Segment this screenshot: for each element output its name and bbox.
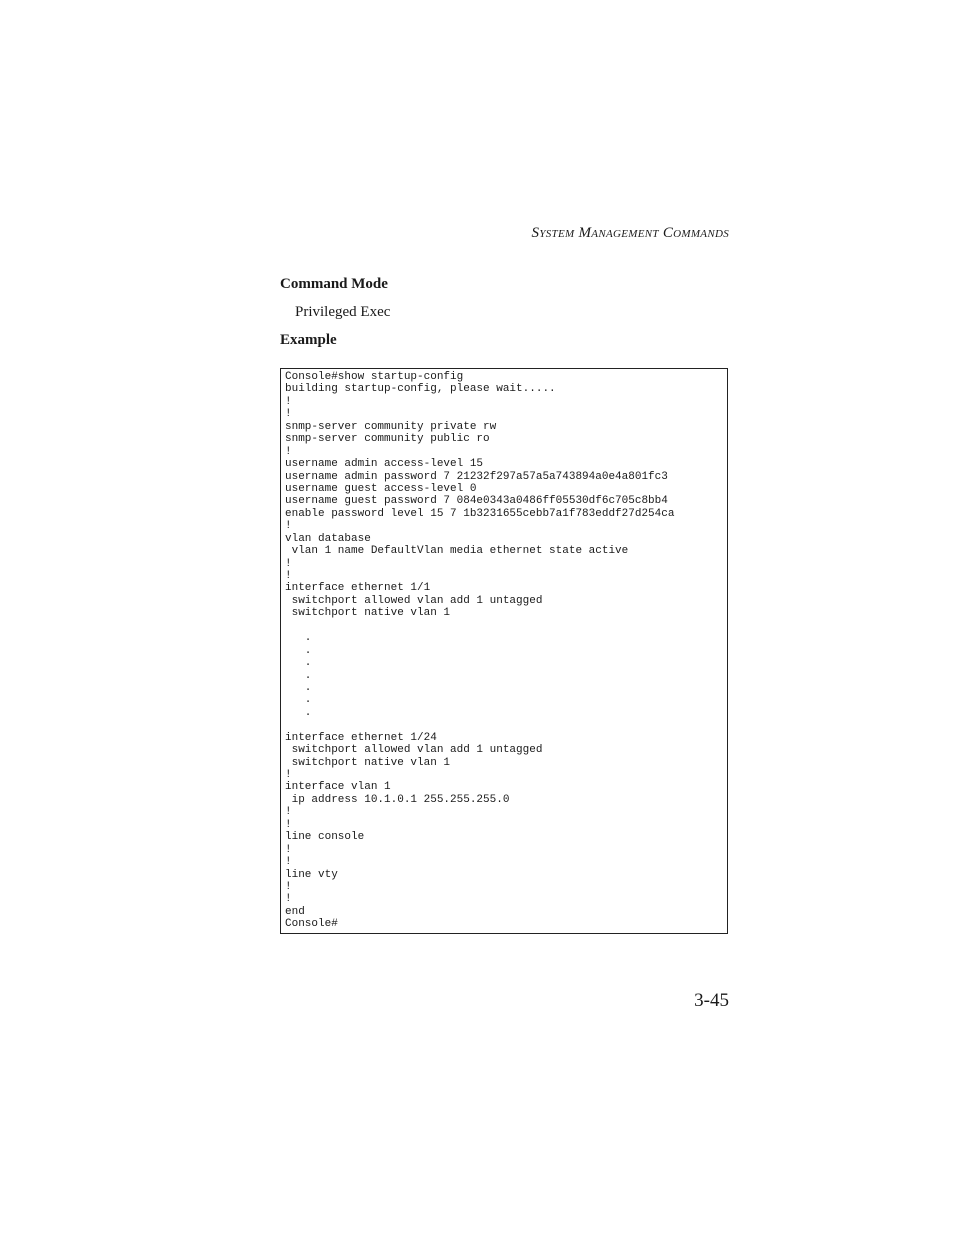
code-line: ! [285, 806, 292, 819]
code-line: switchport native vlan 1 [285, 607, 451, 620]
code-line: line console [285, 831, 365, 844]
code-line: . [285, 657, 312, 670]
code-line: ! [285, 570, 292, 582]
code-line: ! [285, 445, 292, 458]
code-line: Console#show startup-config [285, 371, 464, 383]
code-line: . [285, 669, 312, 682]
code-line: username admin access-level 15 [285, 458, 484, 471]
code-line: switchport allowed vlan add 1 untagged [285, 594, 543, 607]
code-line: end [285, 905, 305, 918]
code-line: username guest password 7 084e0343a0486ff05530df6c705c8bb4 [285, 495, 668, 508]
command-mode-value: Privileged Exec [295, 304, 391, 320]
code-line: . [285, 706, 312, 719]
code-line: . [285, 644, 312, 657]
code-line: vlan 1 name DefaultVlan media ethernet state active [285, 545, 629, 558]
code-line: enable password level 15 7 1b3231655cebb7a1f783eddf27d254ca [285, 507, 675, 520]
code-example-box [280, 368, 728, 934]
code-line: vlan database [285, 532, 371, 545]
code-line: ! [285, 520, 292, 533]
code-line: ! [285, 818, 292, 831]
code-line: snmp-server community public ro [285, 433, 490, 446]
code-line: ! [285, 408, 292, 421]
code-line: interface vlan 1 [285, 781, 391, 794]
code-line: line vty [285, 868, 338, 881]
code-line: . [285, 694, 312, 707]
code-line: ! [285, 880, 292, 893]
code-line: . [285, 681, 312, 694]
code-line: ip address 10.1.0.1 255.255.255.0 [285, 793, 510, 806]
running-header: System Management Commands [531, 225, 729, 241]
example-heading: Example [280, 332, 337, 348]
code-line: switchport native vlan 1 [285, 756, 451, 769]
code-line: switchport allowed vlan add 1 untagged [285, 744, 543, 757]
code-line: interface ethernet 1/24 [285, 731, 437, 744]
code-line: username admin password 7 21232f297a57a5a743894a0e4a801fc3 [285, 470, 668, 483]
code-line: ! [285, 769, 292, 781]
code-line: snmp-server community private rw [285, 420, 497, 433]
code-example-lines [285, 371, 723, 931]
code-line: ! [285, 856, 292, 869]
code-line: Console# [285, 918, 338, 931]
code-line: building startup-config, please wait..... [285, 383, 556, 396]
code-line: ! [285, 843, 292, 856]
code-line [285, 719, 723, 731]
code-line: username guest access-level 0 [285, 482, 477, 495]
code-line: ! [285, 557, 292, 570]
code-line: interface ethernet 1/1 [285, 582, 431, 595]
page-number: 3-45 [694, 990, 729, 1011]
code-line: ! [285, 395, 292, 408]
command-mode-heading: Command Mode [280, 276, 388, 292]
code-line [285, 620, 723, 632]
code-line: . [285, 632, 312, 645]
code-line: ! [285, 893, 292, 906]
